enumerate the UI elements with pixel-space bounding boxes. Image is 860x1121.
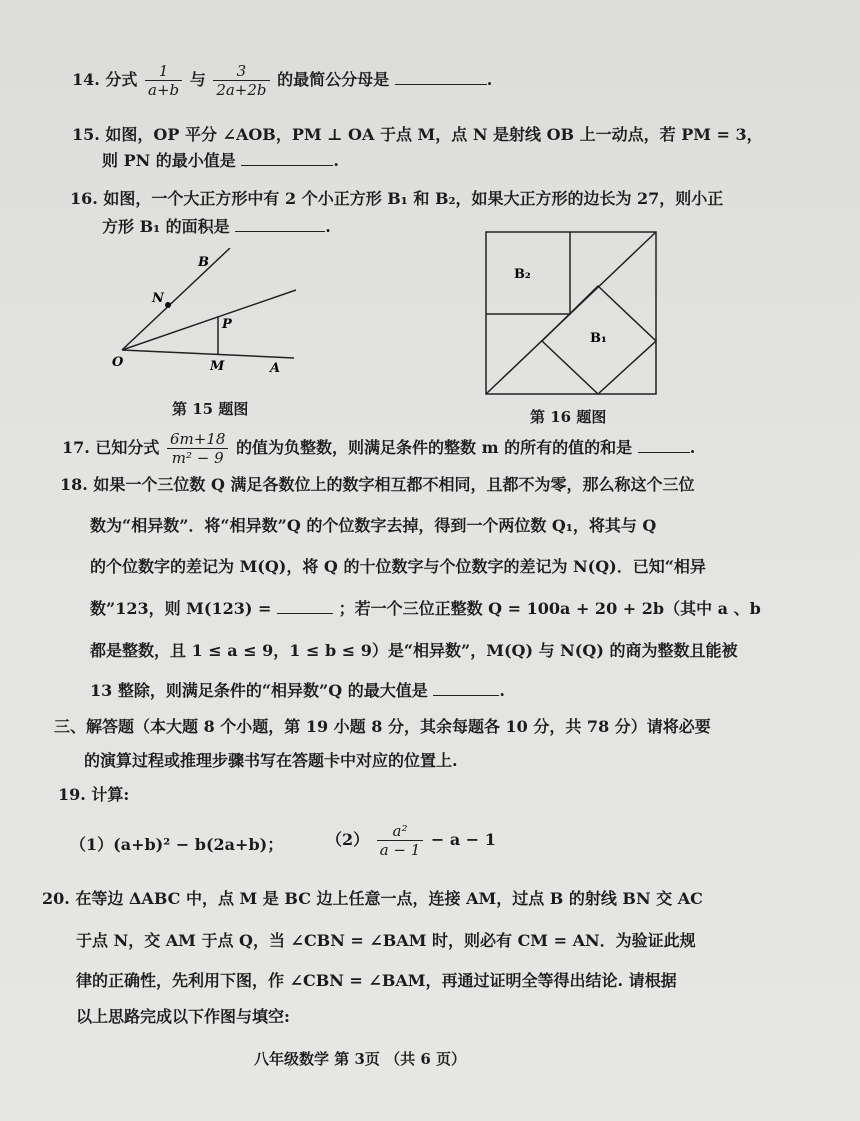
- question-number: 20.: [42, 889, 70, 908]
- figure-15-caption: 第 15 题图: [172, 400, 249, 418]
- q18-text: .: [499, 681, 505, 700]
- fraction: $\frac{\text{a²}}{a - 1}$: [377, 822, 424, 859]
- label-o: O: [112, 355, 124, 370]
- q15-line2: 则 PN 的最小值是: [102, 151, 236, 170]
- q19-text: − a − 1: [430, 830, 496, 849]
- question-18: [60, 474, 695, 496]
- label-b2: B₂: [514, 267, 531, 282]
- q19-text: （2）: [326, 830, 370, 849]
- label-b: B: [198, 255, 209, 270]
- q19-label: 计算:: [91, 785, 130, 804]
- question-number: 16.: [70, 189, 98, 208]
- question-16: [70, 188, 723, 210]
- question-17: [62, 430, 695, 467]
- q14-text: 分式: [105, 70, 138, 89]
- fraction-2: $\frac{3}{2a+2b}$: [213, 62, 269, 99]
- q14-text: 的最简公分母是: [277, 70, 390, 89]
- label-b1: B₁: [590, 331, 607, 346]
- figure-16-caption: 第 16 题图: [530, 408, 607, 426]
- q17-text: .: [689, 438, 696, 457]
- question-14: [72, 62, 492, 99]
- q20-line1: 在等边 ΔABC 中，点 M 是 BC 边上任意一点，连接 AM，过点 B 的射线 BN 交 AC: [75, 889, 703, 908]
- question-16-line2: [102, 216, 331, 238]
- q18-text: 13 整除，则满足条件的“相异数”Q 的最大值是: [90, 681, 428, 700]
- question-number: 17.: [62, 438, 90, 457]
- fraction-1: $\frac{1}{a+b}$: [145, 62, 182, 99]
- answer-blank: [638, 438, 690, 453]
- question-number: 14.: [72, 70, 100, 89]
- answer-blank: [433, 681, 499, 696]
- question-19: [58, 784, 129, 806]
- q20-line4: 以上思路完成以下作图与填空:: [76, 1007, 290, 1026]
- page-footer: 八年级数学 第 3页 （共 6 页）: [254, 1050, 466, 1068]
- question-15: [72, 124, 763, 146]
- point-n: [165, 302, 171, 308]
- label-p: P: [222, 317, 232, 332]
- answer-blank: [277, 599, 333, 614]
- answer-blank: [235, 217, 325, 232]
- q18-line1: 如果一个三位数 Q 满足各数位上的数字相互都不相同，且都不为零，那么称这个三位: [93, 475, 695, 494]
- figure-16: [484, 230, 660, 396]
- q14-text: 与: [189, 70, 206, 89]
- q14-text: .: [486, 70, 493, 89]
- q16-text: .: [325, 217, 331, 236]
- label-n: N: [152, 291, 164, 306]
- q15-line1: 如图，OP 平分 ∠AOB，PM ⊥ OA 于点 M，点 N 是射线 OB 上一动点，若 PM = 3，: [105, 125, 763, 144]
- q17-text: 的值为负整数，则满足条件的整数 m 的所有的值的和是: [236, 438, 633, 457]
- q16-line2: 方形 B₁ 的面积是: [102, 217, 230, 236]
- label-m: M: [210, 359, 225, 374]
- q18-line6: [90, 680, 505, 702]
- section-3-heading: 三、解答题（本大题 8 个小题，第 19 小题 8 分，其余每题各 10 分，共 78 分）请将必要: [54, 717, 711, 736]
- q15-text: .: [333, 151, 339, 170]
- ray-op: [122, 290, 296, 350]
- q18-line3: 的个位数字的差记为 M(Q)，将 Q 的十位数字与个位数字的差记为 N(Q)．已知“相异: [90, 557, 706, 576]
- question-number: 18.: [60, 475, 88, 494]
- q20-line3: 律的正确性，先利用下图，作 ∠CBN = ∠BAM，再通过证明全等得出结论. 请根据: [76, 971, 677, 990]
- q19-part1: （1）(a+b)² − b(2a+b)；: [70, 835, 284, 854]
- question-number: 15.: [72, 125, 100, 144]
- answer-blank: [395, 70, 487, 85]
- q19-part2: [326, 822, 496, 859]
- q18-text: 数”123，则 M(123) =: [90, 599, 272, 618]
- q17-text: 已知分式: [95, 438, 160, 457]
- answer-blank: [241, 151, 333, 166]
- q18-line4: [90, 598, 761, 620]
- figure-15: [110, 248, 310, 378]
- q18-text: ；若一个三位正整数 Q = 100a + 20 + 2b（其中 a 、b: [338, 599, 761, 618]
- q16-line1: 如图，一个大正方形中有 2 个小正方形 B₁ 和 B₂，如果大正方形的边长为 27，则小正: [103, 189, 724, 208]
- fraction: $\frac{6m+18}{\text{m² − 9}}$: [167, 430, 228, 467]
- ray-oa: [122, 350, 294, 358]
- question-number: 19.: [58, 785, 86, 804]
- q18-line2: 数为“相异数”．将“相异数”Q 的个位数字去掉，得到一个两位数 Q₁，将其与 Q: [90, 516, 657, 535]
- question-20: [42, 888, 703, 910]
- label-a: A: [270, 361, 281, 376]
- q18-line5: 都是整数，且 1 ≤ a ≤ 9，1 ≤ b ≤ 9）是“相异数”，M(Q) 与 N(Q) 的商为整数且能被: [90, 641, 738, 660]
- q20-line2: 于点 N，交 AM 于点 Q，当 ∠CBN = ∠BAM 时，则必有 CM = AN．为验证此规: [76, 931, 696, 950]
- section-3-heading-line2: 的演算过程或推理步骤书写在答题卡中对应的位置上.: [84, 751, 458, 770]
- question-15-line2: [102, 150, 339, 172]
- ray-ob: [122, 248, 230, 350]
